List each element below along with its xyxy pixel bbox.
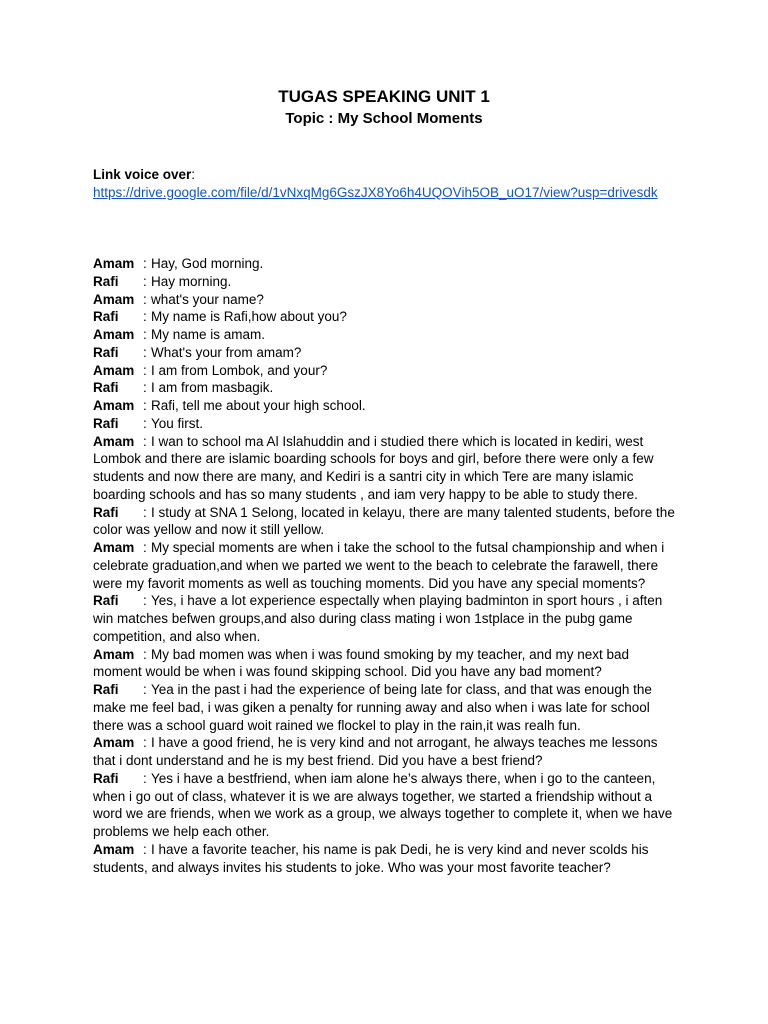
speaker-colon: :: [143, 504, 147, 520]
dialogue-text: What's your from amam?: [151, 344, 302, 360]
dialogue-turn: [93, 770, 675, 841]
speaker-colon: :: [143, 593, 147, 609]
dialogue-turn: [93, 255, 675, 273]
speaker-colon: :: [143, 309, 147, 325]
dialogue-turn: [93, 308, 675, 326]
speaker-name: Rafi: [93, 593, 119, 609]
speaker-colon: :: [143, 841, 147, 857]
dialogue-turn: [93, 379, 675, 397]
dialogue-text: Rafi, tell me about your high school.: [151, 398, 366, 413]
speaker-name: Rafi: [93, 770, 119, 786]
dialogue-turn: [93, 397, 675, 415]
dialogue-text: I am from Lombok, and your?: [151, 362, 328, 378]
speaker-name: Rafi: [93, 504, 119, 520]
dialogue-turn: [93, 291, 675, 309]
dialogue-text: I study at SNA 1 Selong, located in kelayu, there are many talented students, before the color was yellow and now it still yellow.: [93, 504, 675, 538]
speaker-colon: :: [143, 770, 147, 786]
speaker-name: Amam: [93, 362, 135, 378]
speaker-colon: :: [143, 344, 147, 360]
dialogue-turn: [93, 841, 675, 877]
speaker-name: Amam: [93, 433, 135, 449]
dialogue-text: My name is Rafi,how about you?: [151, 309, 347, 325]
dialogue-list: [93, 255, 675, 876]
voice-over-link[interactable]: https://drive.google.com/file/d/1vNxqMg6GszJX8Yo6h4UQOVih5OB_uO17/view?usp=drivesdk: [93, 184, 658, 200]
speaker-name: Rafi: [93, 309, 119, 325]
speaker-colon: :: [143, 540, 147, 555]
link-label: Link voice over: [93, 167, 192, 182]
dialogue-text: Yes i have a bestfriend, when iam alone he’s always there, when i go to the canteen, when i go out of class, whatever it is we are always together, we started a friendship without a word we are friends, when we work as a group, we always together to complete it, when we have problems we help each other.: [93, 770, 673, 839]
dialogue-text: I have a good friend, he is very kind and not arrogant, he always teaches me lessons that i dont understand and he is my best friend. Did you have a best friend?: [93, 735, 658, 768]
dialogue-turn: [93, 433, 675, 504]
speaker-name: Rafi: [93, 273, 119, 289]
speaker-colon: :: [143, 273, 147, 289]
dialogue-turn: [93, 539, 675, 592]
speaker-colon: :: [143, 291, 147, 307]
dialogue-turn: [93, 681, 675, 734]
speaker-colon: :: [143, 362, 147, 378]
dialogue-turn: [93, 326, 675, 344]
speaker-name: Rafi: [93, 415, 119, 431]
dialogue-turn: [93, 646, 675, 682]
dialogue-text: I wan to school ma Al Islahuddin and i studied there which is located in kediri, west Lombok and there are islamic boarding schools for boys and girl, before there were only a few students and now there are many, and Kediri is a santri city in which Tere are many islamic boarding schools and has so many students , and iam very happy to be able to study there.: [93, 433, 654, 502]
link-section: [93, 166, 675, 202]
speaker-colon: :: [143, 327, 147, 342]
link-colon: :: [191, 167, 196, 182]
dialogue-text: I am from masbagik.: [151, 380, 274, 396]
dialogue-text: Yea in the past i had the experience of being late for class, and that was enough the make me feel bad, i was giken a penalty for running away and also when i was late for school there was a school guard woit rained we flockel to play in the rain,it was realh fun.: [93, 682, 652, 733]
dialogue-text: My special moments are when i take the school to the futsal championship and when i celebrate graduation,and when we parted we went to the beach to celebrate the farawell, there were my favorit moments as well as touching moments. Did you have any special moments?: [93, 540, 665, 591]
speaker-colon: :: [143, 682, 147, 697]
speaker-name: Amam: [93, 398, 135, 413]
speaker-name: Rafi: [93, 682, 119, 697]
dialogue-turn: [93, 734, 675, 770]
dialogue-text: You first.: [151, 415, 204, 431]
dialogue-turn: [93, 273, 675, 291]
speaker-colon: :: [143, 433, 147, 449]
dialogue-text: what's your name?: [151, 291, 264, 307]
speaker-colon: :: [143, 380, 147, 396]
speaker-colon: :: [143, 415, 147, 431]
document-subtitle: Topic : My School Moments: [285, 110, 483, 127]
speaker-name: Rafi: [93, 344, 119, 360]
dialogue-text: My bad momen was when i was found smoking by my teacher, and my next bad moment would be when i was found skipping school. Did you have any bad moment?: [93, 646, 629, 680]
speaker-colon: :: [143, 735, 147, 751]
speaker-colon: :: [143, 398, 147, 413]
dialogue-turn: [93, 592, 675, 645]
dialogue-text: Yes, i have a lot experience espectally when playing badminton in sport hours , i aften win matches befwen groups,and also during class mating i won 1stplace in the pubg game competition, and also when.: [93, 593, 663, 644]
speaker-name: Amam: [93, 327, 135, 342]
speaker-name: Amam: [93, 646, 135, 662]
speaker-colon: :: [143, 256, 147, 271]
speaker-name: Amam: [93, 735, 135, 751]
dialogue-turn: [93, 362, 675, 380]
dialogue-text: I have a favorite teacher, his name is pak Dedi, he is very kind and never scolds his students, and always invites his students to joke. Who was your most favorite teacher?: [93, 841, 649, 875]
dialogue-turn: [93, 415, 675, 433]
dialogue-text: My name is amam.: [151, 327, 266, 342]
dialogue-text: Hay morning.: [151, 273, 232, 289]
speaker-name: Amam: [93, 540, 135, 555]
dialogue-turn: [93, 344, 675, 362]
speaker-name: Amam: [93, 291, 135, 307]
speaker-name: Amam: [93, 256, 135, 271]
dialogue-turn: [93, 504, 675, 540]
link-heading: [93, 166, 675, 184]
speaker-name: Rafi: [93, 380, 119, 396]
dialogue-text: Hay, God morning.: [151, 256, 264, 271]
speaker-colon: :: [143, 646, 147, 662]
speaker-name: Amam: [93, 841, 135, 857]
document-title: TUGAS SPEAKING UNIT 1: [278, 87, 490, 106]
